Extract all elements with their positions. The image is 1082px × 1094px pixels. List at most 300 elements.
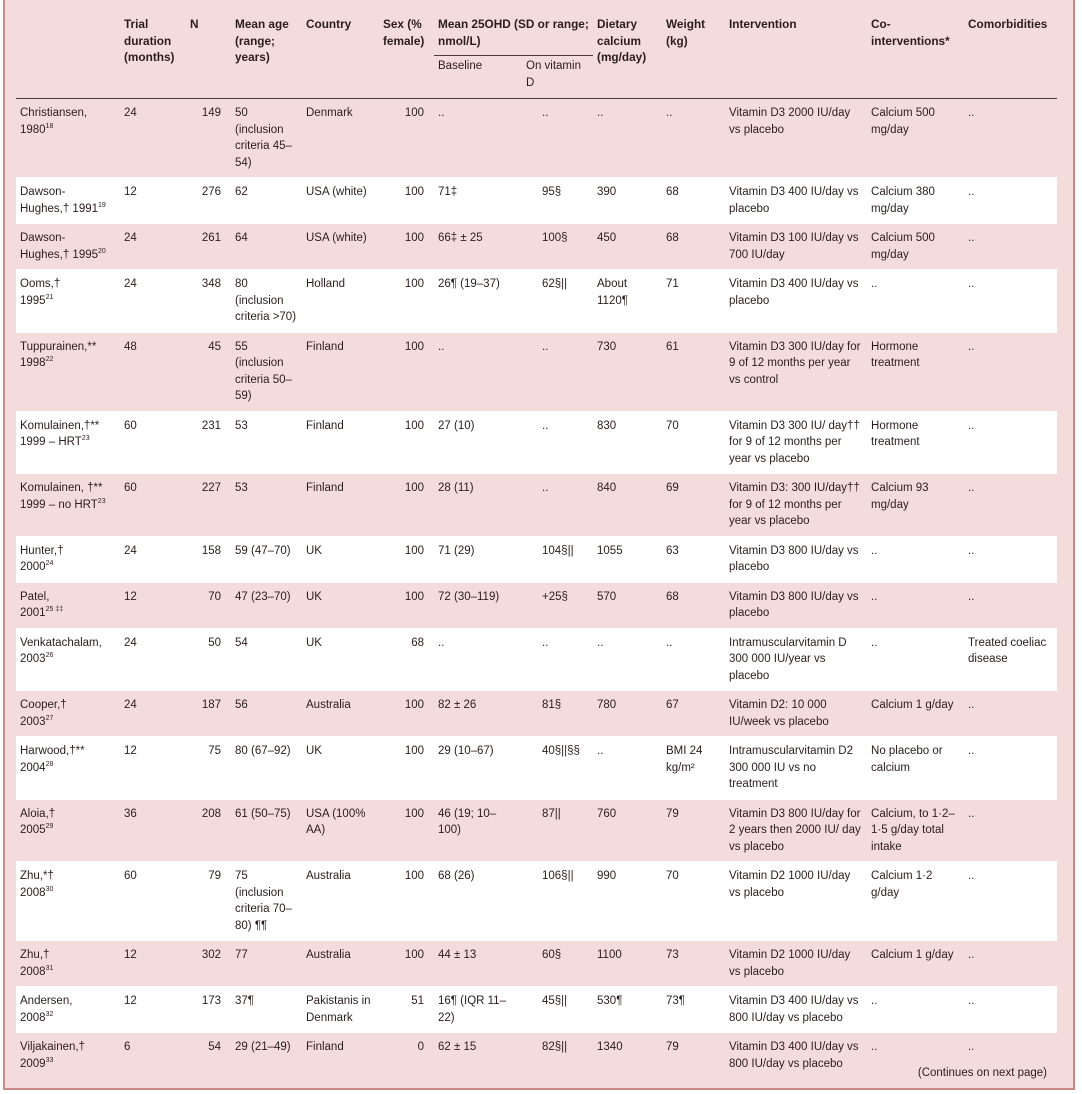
weight-cell: 70 (662, 862, 725, 941)
calcium-cell: 730 (593, 332, 662, 411)
study-year: Hughes,† 1995 (20, 248, 99, 261)
age-cell: 64 (231, 224, 302, 270)
reference-number: 32 (45, 1010, 54, 1018)
age-cell: 53 (231, 474, 302, 537)
calcium-cell: 450 (593, 224, 662, 270)
sex-cell: 100 (379, 799, 434, 862)
header-dietary-calcium: Dietary calcium (mg/day) (597, 17, 647, 64)
country-cell: USA (100% AA) (302, 799, 379, 862)
co-intervention-cell: .. (867, 987, 964, 1033)
calcium-cell: .. (593, 737, 662, 800)
country-cell: Finland (302, 332, 379, 411)
study-cell (16, 691, 120, 737)
intervention-cell: Vitamin D3: 300 IU/day†† for 9 of 12 months per year vs placebo (725, 474, 867, 537)
study-cell (16, 224, 120, 270)
weight-cell: 61 (662, 332, 725, 411)
on-vitamin-d-cell: .. (522, 99, 593, 178)
duration-cell: 12 (120, 737, 186, 800)
comorbidities-cell: Treated coeliac disease (964, 628, 1057, 691)
duration-cell: 12 (120, 582, 186, 628)
sex-cell: 100 (379, 224, 434, 270)
weight-cell: 69 (662, 474, 725, 537)
header-comorbidities: Comorbidities (968, 17, 1048, 31)
co-intervention-cell: Hormone treatment (867, 411, 964, 474)
co-intervention-cell: .. (867, 628, 964, 691)
weight-cell: BMI 24 kg/m² (662, 737, 725, 800)
study-name: Venkatachalam, (20, 636, 102, 649)
study-name: Hunter,† (20, 544, 64, 557)
study-cell (16, 737, 120, 800)
on-vitamin-d-cell: 81§ (522, 691, 593, 737)
duration-cell: 60 (120, 862, 186, 941)
comorbidities-cell: .. (964, 536, 1057, 582)
table-row (16, 799, 1057, 862)
baseline-cell: 72 (30–119) (434, 582, 522, 628)
on-vitamin-d-cell: +25§ (522, 582, 593, 628)
table-row (16, 987, 1057, 1033)
intervention-cell: Vitamin D3 400 IU/day vs placebo (725, 270, 867, 333)
weight-cell: 67 (662, 691, 725, 737)
on-vitamin-d-cell: 62§|| (522, 270, 593, 333)
age-cell: 37¶ (231, 987, 302, 1033)
study-year: Hughes,† 1991 (20, 202, 99, 215)
study-cell (16, 332, 120, 411)
co-intervention-cell: No placebo or calcium (867, 737, 964, 800)
age-cell: 55 (inclusion criteria 50–59) (231, 332, 302, 411)
sex-cell: 100 (379, 536, 434, 582)
on-vitamin-d-cell: 82§|| (522, 1033, 593, 1079)
header-mean-age: Mean age (range; years) (235, 17, 289, 64)
baseline-cell: 62 ± 15 (434, 1033, 522, 1079)
calcium-cell: About 1120¶ (593, 270, 662, 333)
weight-cell: 73¶ (662, 987, 725, 1033)
n-cell: 79 (186, 862, 231, 941)
comorbidities-cell: .. (964, 582, 1057, 628)
country-cell: UK (302, 536, 379, 582)
header-co-interventions: Co-interventions* (871, 17, 950, 48)
sex-cell: 100 (379, 178, 434, 224)
study-name: Andersen, (20, 995, 73, 1007)
weight-cell: 68 (662, 582, 725, 628)
study-cell (16, 270, 120, 333)
comorbidities-cell: .. (964, 737, 1057, 800)
study-year: 1999 – no HRT (20, 498, 98, 511)
comorbidities-cell: .. (964, 941, 1057, 987)
study-cell (16, 582, 120, 628)
study-year: 2008 (20, 965, 46, 978)
header-mean-25ohd: Mean 25OHD (SD or range; nmol/L) (434, 12, 593, 56)
on-vitamin-d-cell: 87|| (522, 799, 593, 862)
age-cell: 59 (47–70) (231, 536, 302, 582)
on-vitamin-d-cell: .. (522, 332, 593, 411)
header-n: N (190, 17, 199, 31)
on-vitamin-d-cell: .. (522, 474, 593, 537)
duration-cell: 24 (120, 628, 186, 691)
intervention-cell: Vitamin D3 400 IU/day vs 800 IU/day vs placebo (725, 1033, 867, 1079)
age-cell: 75 (inclusion criteria 70–80) ¶¶ (231, 862, 302, 941)
study-name: Viljakainen,† (20, 1041, 86, 1053)
intervention-cell: Intramuscularvitamin D2 300 000 IU vs no treatment (725, 737, 867, 800)
intervention-cell: Vitamin D3 800 IU/day for 2 years then 2000 IU/ day vs placebo (725, 799, 867, 862)
age-cell: 47 (23–70) (231, 582, 302, 628)
on-vitamin-d-cell: .. (522, 411, 593, 474)
study-year: 1998 (20, 357, 46, 369)
on-vitamin-d-cell: 100§ (522, 224, 593, 270)
intervention-cell: Vitamin D2: 10 000 IU/week vs placebo (725, 691, 867, 737)
n-cell: 45 (186, 332, 231, 411)
table-row (16, 628, 1057, 691)
table-row (16, 178, 1057, 224)
sex-cell: 100 (379, 737, 434, 800)
n-cell: 50 (186, 628, 231, 691)
reference-number: 23 (97, 497, 106, 505)
on-vitamin-d-cell: 95§ (522, 178, 593, 224)
country-cell: USA (white) (302, 224, 379, 270)
n-cell: 187 (186, 691, 231, 737)
baseline-cell: .. (434, 332, 522, 411)
on-vitamin-d-cell: 45§|| (522, 987, 593, 1033)
baseline-cell: 28 (11) (434, 474, 522, 537)
table-row (16, 411, 1057, 474)
reference-number: 25 ‡‡ (45, 606, 64, 614)
baseline-cell: 44 ± 13 (434, 941, 522, 987)
intervention-cell: Vitamin D3 100 IU/day vs 700 IU/day (725, 224, 867, 270)
sex-cell: 100 (379, 474, 434, 537)
study-name: Patel, (20, 590, 50, 603)
study-year: 1980 (20, 123, 46, 136)
study-cell (16, 178, 120, 224)
duration-cell: 12 (120, 987, 186, 1033)
reference-number: 29 (45, 823, 54, 831)
study-name: Aloia,† (20, 807, 56, 820)
weight-cell: 71 (662, 270, 725, 333)
reference-number: 21 (45, 293, 54, 301)
sex-cell: 51 (379, 987, 434, 1033)
calcium-cell: 1340 (593, 1033, 662, 1079)
study-year: 2003 (20, 715, 46, 728)
sex-cell: 100 (379, 862, 434, 941)
study-year: 2003 (20, 653, 46, 665)
country-cell: Australia (302, 862, 379, 941)
calcium-cell: 1055 (593, 536, 662, 582)
intervention-cell: Vitamin D3 800 IU/day vs placebo (725, 582, 867, 628)
co-intervention-cell: .. (867, 582, 964, 628)
country-cell: Holland (302, 270, 379, 333)
header-intervention: Intervention (729, 17, 797, 31)
intervention-cell: Vitamin D3 300 IU/day for 9 of 12 months per year vs control (725, 332, 867, 411)
co-intervention-cell: Calcium 500 mg/day (867, 224, 964, 270)
reference-number: 24 (45, 560, 54, 568)
study-cell (16, 536, 120, 582)
co-intervention-cell: Calcium 1·2 g/day (867, 862, 964, 941)
sex-cell: 100 (379, 691, 434, 737)
study-year: 2004 (20, 761, 46, 774)
intervention-cell: Vitamin D3 400 IU/day vs placebo (725, 178, 867, 224)
comorbidities-cell: .. (964, 99, 1057, 178)
weight-cell: 68 (662, 224, 725, 270)
co-intervention-cell: Calcium, to 1·2–1·5 g/day total intake (867, 799, 964, 862)
calcium-cell: .. (593, 628, 662, 691)
study-year: 1999 – HRT (20, 436, 82, 448)
calcium-cell: 990 (593, 862, 662, 941)
sex-cell: 100 (379, 941, 434, 987)
intervention-cell: Vitamin D2 1000 IU/day vs placebo (725, 941, 867, 987)
baseline-cell: 82 ± 26 (434, 691, 522, 737)
intervention-cell: Vitamin D2 1000 IU/day vs placebo (725, 862, 867, 941)
country-cell: Finland (302, 1033, 379, 1079)
weight-cell: 68 (662, 178, 725, 224)
table-row (16, 270, 1057, 333)
trials-table (16, 12, 1057, 1078)
reference-number: 33 (45, 1056, 54, 1064)
weight-cell: 73 (662, 941, 725, 987)
n-cell: 348 (186, 270, 231, 333)
study-year: 1995 (20, 294, 46, 307)
country-cell: Pakistanis in Denmark (302, 987, 379, 1033)
co-intervention-cell: Hormone treatment (867, 332, 964, 411)
n-cell: 261 (186, 224, 231, 270)
reference-number: 31 (45, 964, 54, 972)
baseline-cell: 71 (29) (434, 536, 522, 582)
age-cell: 80 (inclusion criteria >70) (231, 270, 302, 333)
study-year: 2005 (20, 824, 46, 836)
reference-number: 19 (98, 201, 106, 209)
study-name: Zhu,*† (20, 870, 54, 882)
comorbidities-cell: .. (964, 270, 1057, 333)
country-cell: UK (302, 628, 379, 691)
weight-cell: 70 (662, 411, 725, 474)
age-cell: 54 (231, 628, 302, 691)
study-year: 2001 (20, 607, 46, 619)
n-cell: 227 (186, 474, 231, 537)
study-name: Tuppurainen,** (20, 340, 97, 353)
calcium-cell: 760 (593, 799, 662, 862)
baseline-cell: 27 (10) (434, 411, 522, 474)
study-name: Komulainen,†** (20, 419, 100, 432)
weight-cell: .. (662, 99, 725, 178)
comorbidities-cell: .. (964, 862, 1057, 941)
co-intervention-cell: .. (867, 536, 964, 582)
baseline-cell: 68 (26) (434, 862, 522, 941)
baseline-cell: 16¶ (IQR 11–22) (434, 987, 522, 1033)
table-row (16, 99, 1057, 178)
study-year: 2008 (20, 886, 46, 899)
comorbidities-cell: .. (964, 224, 1057, 270)
study-cell (16, 1033, 120, 1079)
co-intervention-cell: .. (867, 270, 964, 333)
age-cell: 50 (inclusion criteria 45–54) (231, 99, 302, 178)
reference-number: 18 (45, 122, 54, 130)
country-cell: Finland (302, 474, 379, 537)
comorbidities-cell: .. (964, 332, 1057, 411)
baseline-cell: .. (434, 99, 522, 178)
comorbidities-cell: .. (964, 178, 1057, 224)
comorbidities-cell: .. (964, 411, 1057, 474)
comorbidities-cell: .. (964, 1033, 1057, 1079)
sex-cell: 100 (379, 411, 434, 474)
duration-cell: 60 (120, 474, 186, 537)
comorbidities-cell: .. (964, 987, 1057, 1033)
age-cell: 62 (231, 178, 302, 224)
reference-number: 26 (45, 652, 54, 660)
age-cell: 80 (67–92) (231, 737, 302, 800)
age-cell: 56 (231, 691, 302, 737)
sex-cell: 0 (379, 1033, 434, 1079)
table-row (16, 582, 1057, 628)
duration-cell: 36 (120, 799, 186, 862)
header-study (16, 12, 120, 98)
on-vitamin-d-cell: 104§|| (522, 536, 593, 582)
table-row (16, 224, 1057, 270)
calcium-cell: 840 (593, 474, 662, 537)
reference-number: 30 (45, 885, 54, 893)
calcium-cell: .. (593, 99, 662, 178)
co-intervention-cell: Calcium 500 mg/day (867, 99, 964, 178)
baseline-cell: 66‡ ± 25 (434, 224, 522, 270)
intervention-cell: Intramuscularvitamin D 300 000 IU/year vs placebo (725, 628, 867, 691)
n-cell: 302 (186, 941, 231, 987)
n-cell: 208 (186, 799, 231, 862)
duration-cell: 24 (120, 99, 186, 178)
duration-cell: 6 (120, 1033, 186, 1079)
intervention-cell: Vitamin D3 800 IU/day vs placebo (725, 536, 867, 582)
comorbidities-cell: .. (964, 691, 1057, 737)
sex-cell: 100 (379, 270, 434, 333)
baseline-cell: .. (434, 628, 522, 691)
calcium-cell: 570 (593, 582, 662, 628)
study-name: Zhu,† (20, 949, 50, 961)
table-row (16, 941, 1057, 987)
study-cell (16, 411, 120, 474)
weight-cell: .. (662, 628, 725, 691)
table-row (16, 862, 1057, 941)
header-weight: Weight (kg) (666, 17, 706, 48)
calcium-cell: 780 (593, 691, 662, 737)
on-vitamin-d-cell: .. (522, 628, 593, 691)
baseline-cell: 26¶ (19–37) (434, 270, 522, 333)
on-vitamin-d-cell: 40§||§§ (522, 737, 593, 800)
study-name: Ooms,† (20, 278, 61, 290)
n-cell: 54 (186, 1033, 231, 1079)
duration-cell: 24 (120, 691, 186, 737)
co-intervention-cell: Calcium 1 g/day (867, 691, 964, 737)
duration-cell: 48 (120, 332, 186, 411)
table-page (3, 0, 1075, 1090)
age-cell: 61 (50–75) (231, 799, 302, 862)
table-row (16, 1033, 1057, 1079)
duration-cell: 12 (120, 178, 186, 224)
age-cell: 53 (231, 411, 302, 474)
on-vitamin-d-cell: 60§ (522, 941, 593, 987)
calcium-cell: 830 (593, 411, 662, 474)
study-year: 2000 (20, 561, 46, 573)
header-country: Country (306, 17, 352, 31)
on-vitamin-d-cell: 106§|| (522, 862, 593, 941)
study-cell (16, 987, 120, 1033)
sex-cell: 100 (379, 582, 434, 628)
n-cell: 276 (186, 178, 231, 224)
sex-cell: 68 (379, 628, 434, 691)
baseline-cell: 46 (19; 10–100) (434, 799, 522, 862)
calcium-cell: 390 (593, 178, 662, 224)
duration-cell: 60 (120, 411, 186, 474)
sex-cell: 100 (379, 332, 434, 411)
co-intervention-cell: Calcium 93 mg/day (867, 474, 964, 537)
country-cell: Australia (302, 941, 379, 987)
study-name: Komulainen, †** (20, 482, 103, 494)
intervention-cell: Vitamin D3 300 IU/ day†† for 9 of 12 months per year vs placebo (725, 411, 867, 474)
study-name: Dawson- (20, 232, 66, 244)
study-cell (16, 862, 120, 941)
n-cell: 149 (186, 99, 231, 178)
calcium-cell: 1100 (593, 941, 662, 987)
age-cell: 77 (231, 941, 302, 987)
table-row (16, 691, 1057, 737)
header-sex: Sex (% female) (383, 17, 425, 48)
reference-number: 22 (45, 356, 54, 364)
header-baseline: Baseline (438, 60, 483, 72)
reference-number: 20 (98, 247, 106, 255)
intervention-cell: Vitamin D3 2000 IU/day vs placebo (725, 99, 867, 178)
reference-number: 28 (45, 760, 54, 768)
comorbidities-cell: .. (964, 474, 1057, 537)
continues-note: (Continues on next page) (917, 1067, 1047, 1079)
co-intervention-cell: .. (867, 1033, 964, 1079)
country-cell: Finland (302, 411, 379, 474)
n-cell: 75 (186, 737, 231, 800)
table-row (16, 332, 1057, 411)
co-intervention-cell: Calcium 380 mg/day (867, 178, 964, 224)
country-cell: USA (white) (302, 178, 379, 224)
n-cell: 173 (186, 987, 231, 1033)
n-cell: 70 (186, 582, 231, 628)
n-cell: 158 (186, 536, 231, 582)
weight-cell: 63 (662, 536, 725, 582)
study-cell (16, 941, 120, 987)
table-row (16, 536, 1057, 582)
study-year: 2008 (20, 1011, 46, 1024)
age-cell: 29 (21–49) (231, 1033, 302, 1079)
study-cell (16, 474, 120, 537)
intervention-cell: Vitamin D3 400 IU/day vs 800 IU/day vs placebo (725, 987, 867, 1033)
duration-cell: 12 (120, 941, 186, 987)
study-year: 2009 (20, 1057, 46, 1070)
co-intervention-cell: Calcium 1 g/day (867, 941, 964, 987)
baseline-cell: 29 (10–67) (434, 737, 522, 800)
study-name: Christiansen, (20, 107, 88, 119)
table-row (16, 474, 1057, 537)
country-cell: Denmark (302, 99, 379, 178)
comorbidities-cell: .. (964, 799, 1057, 862)
country-cell: UK (302, 737, 379, 800)
header-on-vitamin-d: On vitamin D (526, 60, 581, 89)
duration-cell: 24 (120, 224, 186, 270)
study-cell (16, 628, 120, 691)
reference-number: 27 (45, 714, 54, 722)
weight-cell: 79 (662, 799, 725, 862)
n-cell: 231 (186, 411, 231, 474)
country-cell: Australia (302, 691, 379, 737)
study-name: Harwood,†** (20, 745, 85, 757)
table-row (16, 737, 1057, 800)
weight-cell: 79 (662, 1033, 725, 1079)
header-trial-duration: Trial duration (months) (124, 17, 175, 64)
study-name: Cooper,† (20, 699, 67, 711)
duration-cell: 24 (120, 536, 186, 582)
country-cell: UK (302, 582, 379, 628)
study-cell (16, 799, 120, 862)
reference-number: 23 (81, 435, 90, 443)
